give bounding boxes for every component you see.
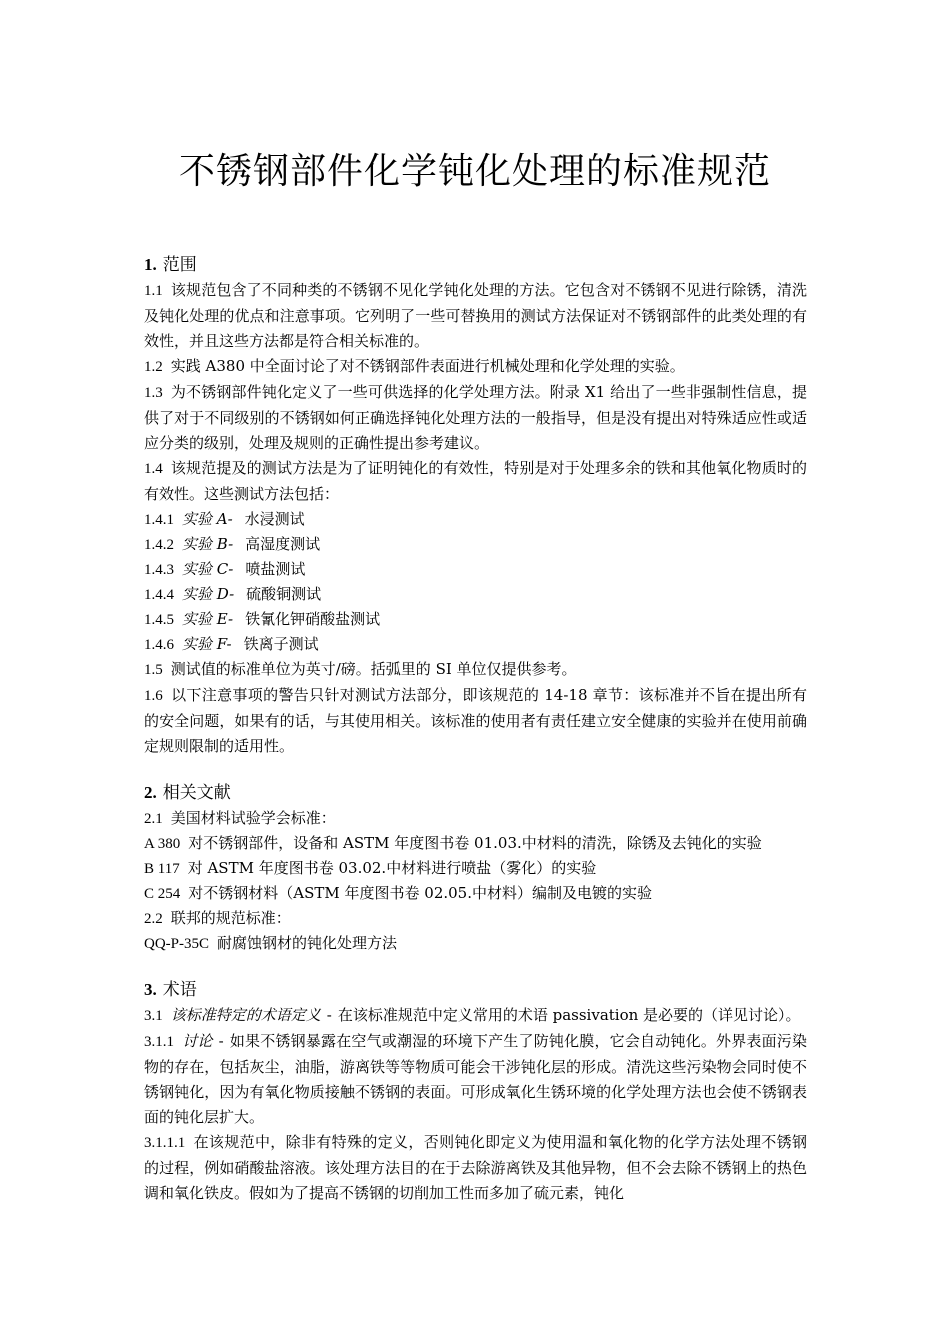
test-number: 1.4.2 (144, 537, 174, 553)
test-number: 1.4.1 (144, 512, 174, 528)
reference-number: 2.2 (144, 911, 163, 927)
paragraph-number: 3.1.1 (144, 1034, 174, 1050)
section-number: 3. (144, 980, 157, 999)
document-body (144, 252, 807, 1206)
section-scope (144, 252, 807, 759)
test-description: 铁氰化钾硝酸盐测试 (245, 610, 381, 628)
reference-text: 美国材料试验学会标准： (170, 809, 336, 827)
test-label: 实验 A- (182, 510, 233, 528)
section-heading (144, 252, 807, 278)
test-number: 1.4.5 (144, 612, 174, 628)
reference-text: 对不锈钢部件，设备和 ASTM 年度图书卷 01.03.中材料的清洗，除锈及去钝化的实验 (188, 834, 762, 852)
reference-text: 对 ASTM 年度图书卷 03.02.中材料进行喷盐（雾化）的实验 (187, 859, 597, 877)
test-label: 实验 F- (182, 635, 232, 653)
paragraph (144, 354, 807, 380)
reference-text: 耐腐蚀钢材的钝化处理方法 (217, 934, 398, 952)
paragraph (144, 380, 807, 456)
test-description: 高湿度测试 (245, 535, 321, 553)
term-label: 该标准特定的术语定义 (170, 1006, 321, 1024)
paragraph-text: 测试值的标准单位为英寸/磅。括弧里的 SI 单位仅提供参考。 (170, 660, 577, 678)
reference-line (144, 906, 807, 931)
test-label: 实验 B- (182, 535, 234, 553)
section-terminology (144, 977, 807, 1206)
test-item (144, 532, 807, 557)
paragraph: 3.1 该标准特定的术语定义 - 在该标准规范中定义常用的术语 passivation 是必要的（详见讨论）。 (144, 1006, 801, 1024)
section-title: 范围 (162, 255, 197, 275)
paragraph (144, 657, 807, 683)
paragraph-text: 在该标准规范中定义常用的术语 passivation 是必要的（详见讨论）。 (337, 1006, 801, 1024)
paragraph-number: 3.1.1.1 (144, 1135, 186, 1151)
paragraph-text: 在该规范中，除非有特殊的定义，否则钝化即定义为使用温和氧化物的化学方法处理不锈钢的过程，例如硝酸盐溶液。该处理方法目的在于去除游离铁及其他异物，但不会去除不锈钢上的热色调和氧化铁皮。假如为了提高不锈钢的切削加工性而多加了硫元素，钝化 (144, 1133, 807, 1202)
section-heading (144, 780, 807, 806)
paragraph (144, 278, 807, 354)
paragraph (144, 1130, 807, 1206)
paragraph-text: 为不锈钢部件钝化定义了一些可供选择的化学处理方法。附录 X1 给出了一些非强制性信息，提供了对于不同级别的不锈钢如何正确选择钝化处理方法的一般指导，但是没有提出对特殊适应性或适应分类的级别，处理及规则的正确性提出参考建议。 (144, 383, 807, 452)
section-references (144, 780, 807, 956)
reference-line (144, 931, 807, 956)
test-number: 1.4.3 (144, 562, 174, 578)
reference-number: 2.1 (144, 811, 163, 827)
section-title: 相关文献 (162, 783, 231, 803)
paragraph-text: 该规范提及的测试方法是为了证明钝化的有效性，特别是对于处理多余的铁和其他氧化物质时的有效性。这些测试方法包括： (144, 459, 807, 503)
test-number: 1.4.6 (144, 637, 174, 653)
test-description: 水浸测试 (244, 510, 305, 528)
test-description: 喷盐测试 (245, 560, 306, 578)
paragraph-text: 该规范包含了不同种类的不锈钢不见化学钝化处理的方法。它包含对不锈钢不见进行除锈，清洗及钝化处理的优点和注意事项。它列明了一些可替换用的测试方法保证对不锈钢部件的此类处理的有效性，并且这些方法都是符合相关标准的。 (144, 281, 807, 350)
test-label: 实验 D- (182, 585, 235, 603)
paragraph (144, 456, 807, 507)
reference-line (144, 856, 807, 881)
test-number: 1.4.4 (144, 587, 174, 603)
paragraph-number: 1.1 (144, 283, 163, 299)
test-item (144, 507, 807, 532)
reference-number: B 117 (144, 861, 180, 877)
paragraph-text: 实践 A380 中全面讨论了对不锈钢部件表面进行机械处理和化学处理的实验。 (170, 357, 685, 375)
paragraph-number: 1.2 (144, 359, 163, 375)
paragraph-number: 1.5 (144, 662, 163, 678)
paragraph-text: 如果不锈钢暴露在空气或潮湿的环境下产生了防钝化膜，它会自动钝化。外界表面污染物的存在，包括灰尘，油脂，游离铁等等物质可能会干涉钝化层的形成。清洗这些污染物会同时使不锈钢钝化，因为有氧化物质接触不锈钢的表面。可形成氧化生锈环境的化学处理方法也会使不锈钢表面的钝化层扩大。 (144, 1032, 807, 1126)
paragraph: 3.1.1 讨论 - 如果不锈钢暴露在空气或潮湿的环境下产生了防钝化膜，它会自动钝化。外界表面污染物的存在，包括灰尘，油脂，游离铁等等物质可能会干涉钝化层的形成。清洗这些污染物会同时使不锈钢钝化，因为有氧化物质接触不锈钢的表面。可形成氧化生锈环境的化学处理方法也会使不锈钢表面的钝化层扩大。 (144, 1032, 807, 1126)
reference-line (144, 831, 807, 856)
paragraph-text: 以下注意事项的警告只针对测试方法部分，即该规范的 14-18 章节：该标准并不旨在提出所有的安全问题，如果有的话，与其使用相关。该标准的使用者有责任建立安全健康的实验并在使用前确定规则限制的适用性。 (144, 686, 807, 755)
section-number: 1. (144, 255, 157, 274)
test-label: 实验 E- (182, 610, 234, 628)
test-label: 实验 C- (182, 560, 234, 578)
section-heading (144, 977, 807, 1003)
test-item (144, 557, 807, 582)
paragraph-number: 3.1 (144, 1008, 163, 1024)
test-item (144, 607, 807, 632)
test-item (144, 582, 807, 607)
document-title: 不锈钢部件化学钝化处理的标准规范 (178, 151, 771, 192)
paragraph-number: 1.4 (144, 461, 163, 477)
test-item (144, 632, 807, 657)
reference-line (144, 806, 807, 831)
section-title: 术语 (162, 980, 197, 1000)
reference-text: 对不锈钢材料（ASTM 年度图书卷 02.05.中材料）编制及电镀的实验 (188, 884, 652, 902)
test-description: 铁离子测试 (243, 635, 319, 653)
paragraph-number: 1.3 (144, 385, 163, 401)
reference-text: 联邦的规范标准： (170, 909, 291, 927)
reference-number: C 254 (144, 886, 181, 902)
reference-line (144, 881, 807, 906)
test-description: 硫酸铜测试 (246, 585, 322, 603)
paragraph-number: 1.6 (144, 688, 163, 704)
paragraph (144, 683, 807, 759)
reference-number: A 380 (144, 836, 181, 852)
section-number: 2. (144, 783, 157, 802)
term-label: 讨论 (182, 1032, 213, 1050)
reference-number: QQ-P-35C (144, 936, 210, 952)
